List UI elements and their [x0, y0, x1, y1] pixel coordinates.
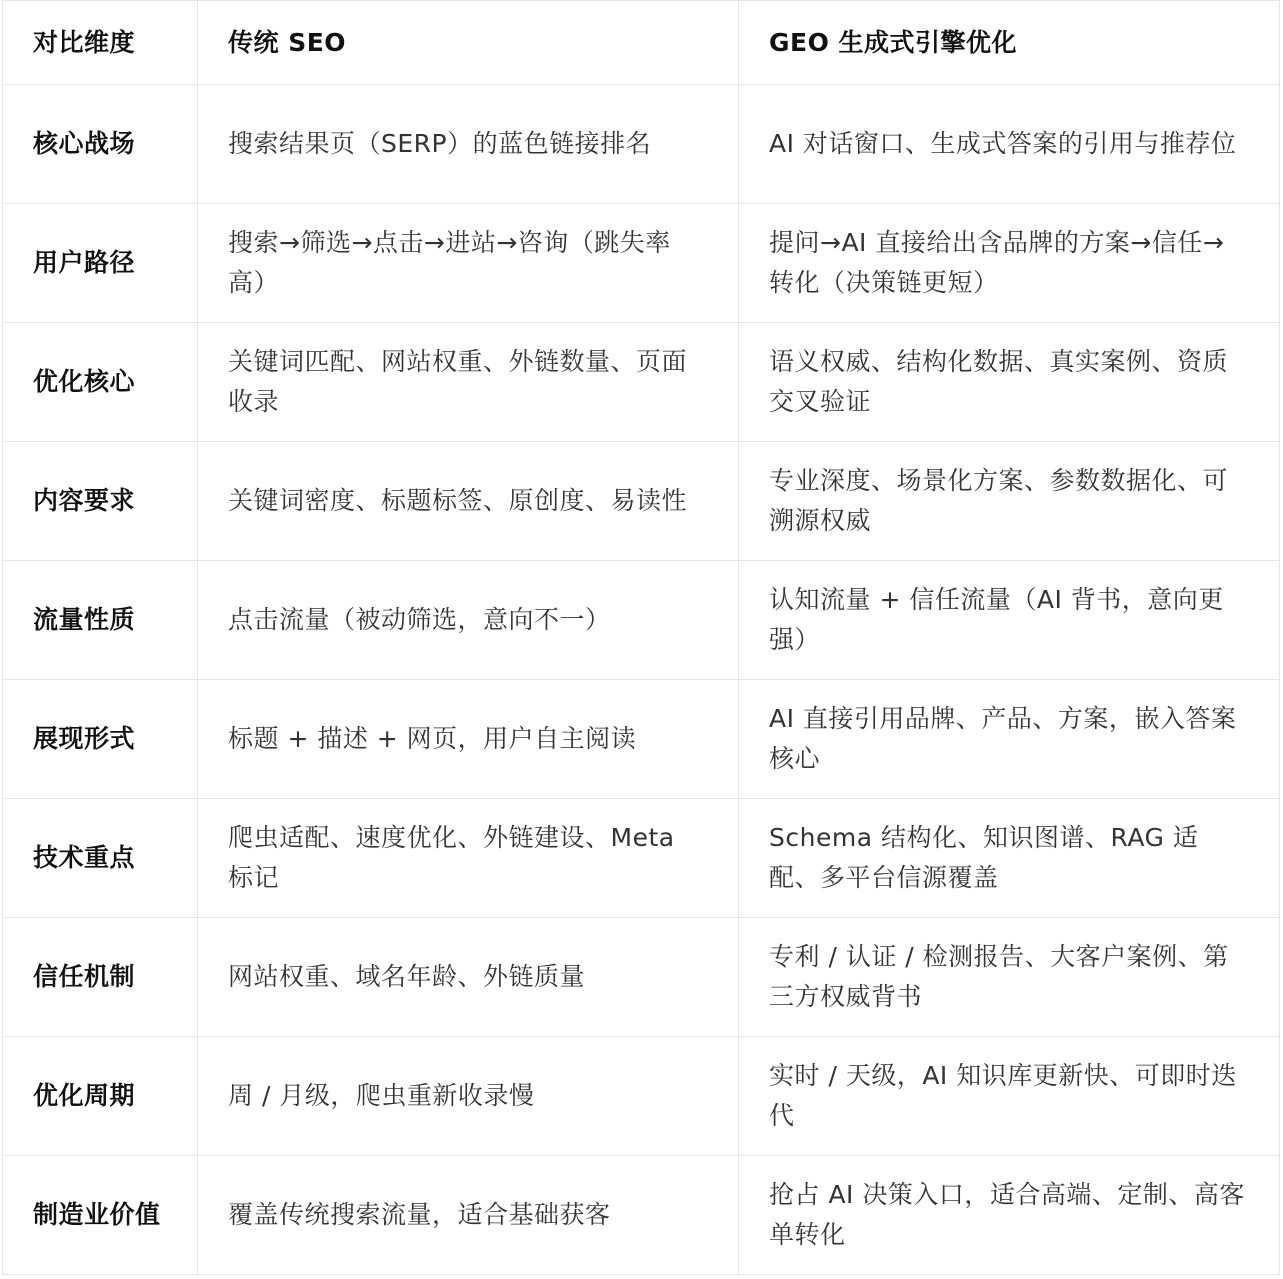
row-geo-cell: AI 直接引用品牌、产品、方案，嵌入答案核心: [739, 680, 1280, 799]
table-body: [3, 85, 1280, 1275]
row-dimension: 优化核心: [3, 323, 198, 442]
row-dimension: 技术重点: [3, 799, 198, 918]
row-dimension: 制造业价值: [3, 1156, 198, 1275]
header-seo: 传统 SEO: [198, 1, 739, 85]
table-row: [3, 204, 1280, 323]
row-seo-cell: 搜索→筛选→点击→进站→咨询（跳失率高）: [198, 204, 739, 323]
row-dimension: 优化周期: [3, 1037, 198, 1156]
row-seo-cell: 覆盖传统搜索流量，适合基础获客: [198, 1156, 739, 1275]
row-dimension: 内容要求: [3, 442, 198, 561]
row-seo-cell: 关键词匹配、网站权重、外链数量、页面收录: [198, 323, 739, 442]
table-row: [3, 561, 1280, 680]
comparison-table-container: [2, 0, 1279, 1275]
row-seo-cell: 关键词密度、标题标签、原创度、易读性: [198, 442, 739, 561]
row-dimension: 展现形式: [3, 680, 198, 799]
table-row: [3, 680, 1280, 799]
row-seo-cell: 爬虫适配、速度优化、外链建设、Meta 标记: [198, 799, 739, 918]
row-geo-cell: 专利 / 认证 / 检测报告、大客户案例、第三方权威背书: [739, 918, 1280, 1037]
row-seo-cell: 周 / 月级，爬虫重新收录慢: [198, 1037, 739, 1156]
row-geo-cell: 认知流量 + 信任流量（AI 背书，意向更强）: [739, 561, 1280, 680]
table-row: [3, 442, 1280, 561]
row-dimension: 流量性质: [3, 561, 198, 680]
row-geo-cell: 抢占 AI 决策入口，适合高端、定制、高客单转化: [739, 1156, 1280, 1275]
row-geo-cell: 提问→AI 直接给出含品牌的方案→信任→转化（决策链更短）: [739, 204, 1280, 323]
header-row: [3, 1, 1280, 85]
row-dimension: 用户路径: [3, 204, 198, 323]
table-row: [3, 85, 1280, 204]
table-row: [3, 799, 1280, 918]
row-geo-cell: 语义权威、结构化数据、真实案例、资质交叉验证: [739, 323, 1280, 442]
row-geo-cell: Schema 结构化、知识图谱、RAG 适配、多平台信源覆盖: [739, 799, 1280, 918]
table-row: [3, 323, 1280, 442]
row-geo-cell: 专业深度、场景化方案、参数数据化、可溯源权威: [739, 442, 1280, 561]
row-dimension: 核心战场: [3, 85, 198, 204]
row-seo-cell: 标题 + 描述 + 网页，用户自主阅读: [198, 680, 739, 799]
row-seo-cell: 搜索结果页（SERP）的蓝色链接排名: [198, 85, 739, 204]
table-header: [3, 1, 1280, 85]
seo-vs-geo-comparison-table: [2, 0, 1280, 1275]
table-row: [3, 918, 1280, 1037]
header-geo: GEO 生成式引擎优化: [739, 1, 1280, 85]
row-seo-cell: 网站权重、域名年龄、外链质量: [198, 918, 739, 1037]
row-geo-cell: AI 对话窗口、生成式答案的引用与推荐位: [739, 85, 1280, 204]
row-dimension: 信任机制: [3, 918, 198, 1037]
header-dimension: 对比维度: [3, 1, 198, 85]
table-row: [3, 1156, 1280, 1275]
row-seo-cell: 点击流量（被动筛选，意向不一）: [198, 561, 739, 680]
row-geo-cell: 实时 / 天级，AI 知识库更新快、可即时迭代: [739, 1037, 1280, 1156]
table-row: [3, 1037, 1280, 1156]
